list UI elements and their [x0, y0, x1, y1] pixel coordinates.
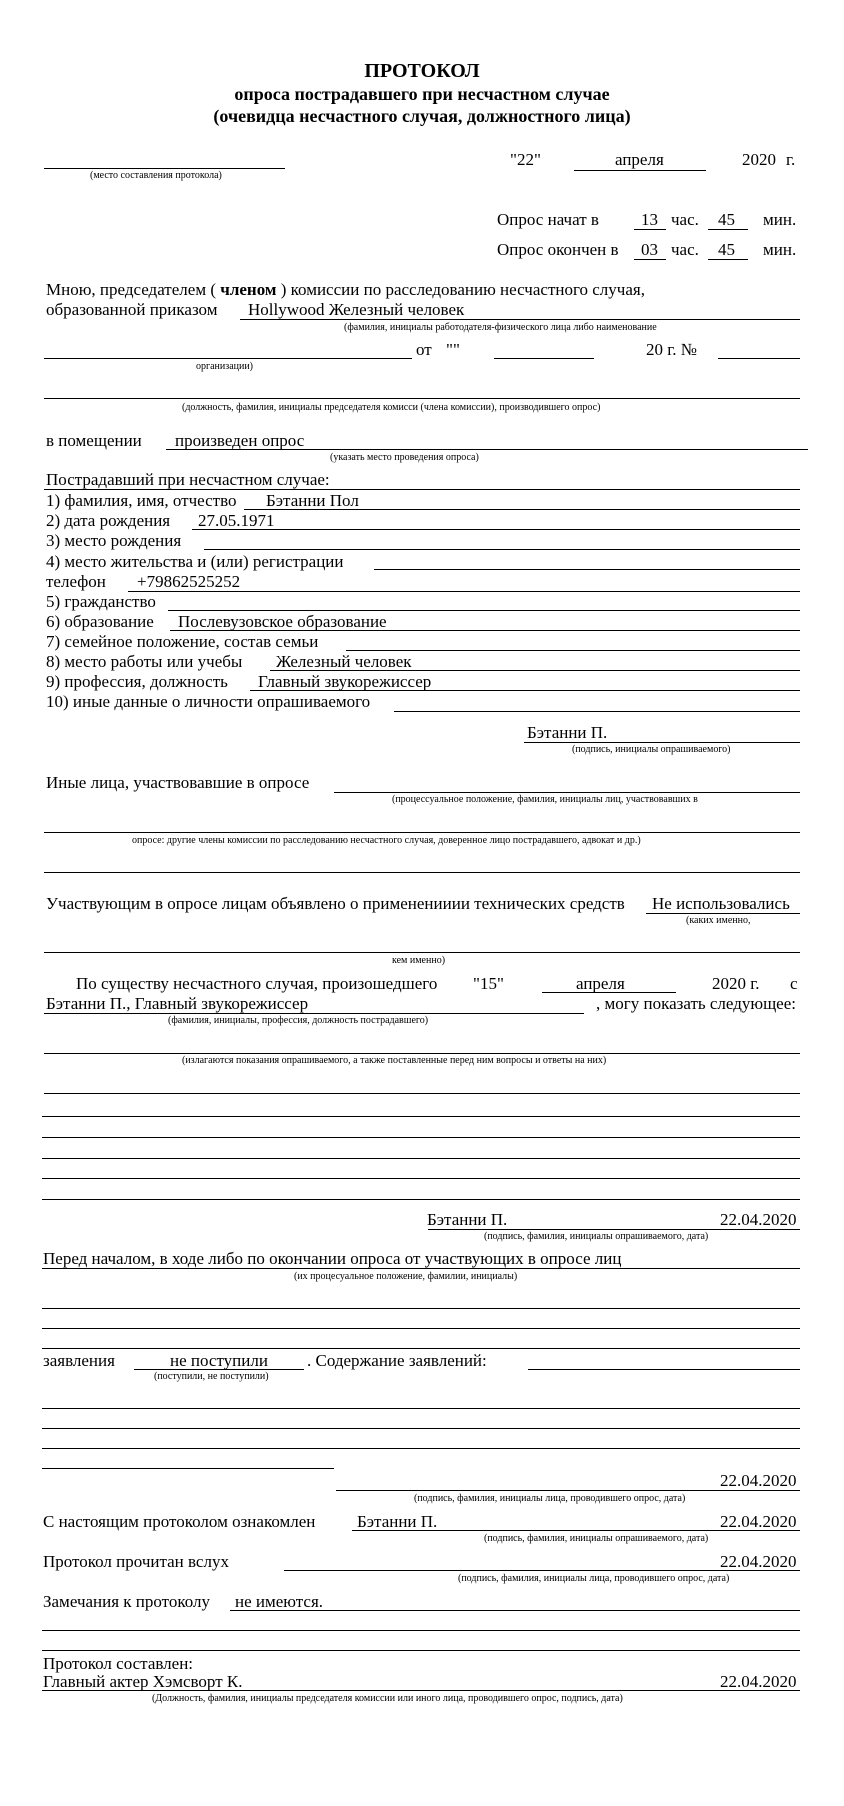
document-subtitle-1: опроса пострадавшего при несчастном случае: [234, 84, 610, 104]
testimony-line-4[interactable]: [42, 1158, 800, 1159]
premises-value: произведен опрос: [175, 431, 305, 450]
order-month-line: [494, 358, 594, 359]
statements-content-line-3[interactable]: [42, 1448, 800, 1449]
chair-line: [44, 398, 800, 399]
document-subtitle-2: (очевидца несчастного случая, должностного лица): [213, 106, 631, 126]
date-month-line: [574, 170, 706, 171]
tech-line-2: [44, 952, 800, 953]
others-label: Иные лица, участвовавшие в опросе: [46, 773, 310, 792]
statements-value: не поступили: [170, 1351, 268, 1370]
order-label: образованной приказом: [46, 300, 218, 319]
interview-start-min: 45: [718, 210, 735, 229]
statements-label: Перед началом, в ходе либо по окончании опроса от участвующих в опросе лиц: [43, 1249, 622, 1268]
statements-line-2[interactable]: [42, 1328, 800, 1329]
read-aloud-label: Протокол прочитан вслух: [43, 1552, 229, 1571]
testimony-sign-caption: (подпись, фамилия, инициалы опрашиваемого, дата): [484, 1231, 709, 1242]
interview-end-hour: 03: [641, 240, 658, 259]
others-line-2: [44, 832, 800, 833]
victim-family-label: 7) семейное положение, состав семьи: [46, 632, 319, 651]
testimony-sign-date: 22.04.2020: [720, 1210, 797, 1229]
organization-line: [44, 358, 412, 359]
victim-citizenship-label: 5) гражданство: [46, 592, 156, 611]
victim-other-line: [394, 711, 800, 712]
order-quotes: "": [446, 340, 460, 359]
remarks-line-3[interactable]: [42, 1650, 800, 1651]
statements-content-line-1[interactable]: [42, 1408, 800, 1409]
victim-birthplace-line: [204, 549, 800, 550]
compiled-name: Главный актер Хэмсворт К.: [43, 1672, 243, 1691]
testimony-caption: (излагаются показания опрашиваемого, а также поставленные перед ним вопросы и ответы на них): [182, 1055, 607, 1066]
testimony-line-2[interactable]: [42, 1116, 800, 1117]
statements-content-line[interactable]: [528, 1369, 800, 1370]
victim-signature-caption: (подпись, инициалы опрашиваемого): [572, 744, 731, 755]
essence-year: 2020 г.: [712, 974, 760, 993]
statements-word: заявления: [43, 1351, 115, 1370]
min-label-start: мин.: [763, 210, 797, 229]
compiled-caption: (Должность, фамилия, инициалы председателя комиссии или иного лица, проводившего опрос, подпись, дата): [152, 1693, 623, 1704]
victim-family-line: [346, 650, 800, 651]
compiled-date: 22.04.2020: [720, 1672, 797, 1691]
statements-content-label: . Содержание заявлений:: [307, 1351, 487, 1370]
read-aloud-caption: (подпись, фамилия, инициалы лица, проводившего опрос, дата): [458, 1573, 730, 1584]
interview-end-min: 45: [718, 240, 735, 259]
acquainted-name: Бэтанни П.: [357, 1512, 438, 1531]
victim-heading: Пострадавший при несчастном случае:: [46, 470, 330, 489]
commission-line-1: [46, 280, 645, 300]
victim-birthplace-label: 3) место рождения: [46, 531, 182, 550]
testimony-line-0: [44, 1053, 800, 1054]
essence-month: апреля: [576, 974, 625, 993]
hour-label-start: час.: [671, 210, 699, 229]
essence-c: с: [790, 974, 798, 993]
victim-workplace-label: 8) место работы или учебы: [46, 652, 243, 671]
essence-day: "15": [473, 974, 504, 993]
statements-value-caption: (поступили, не поступили): [154, 1371, 269, 1382]
statements-sign-date: 22.04.2020: [720, 1471, 797, 1490]
essence-can-show: , могу показать следующее:: [596, 994, 796, 1013]
others-line-1: [334, 792, 800, 793]
victim-profession-label: 9) профессия, должность: [46, 672, 228, 691]
employer-caption: (фамилия, инициалы работодателя-физического лица либо наименование: [344, 322, 657, 333]
victim-workplace-value: Железный человек: [276, 652, 412, 671]
victim-residence-label: 4) место жительства и (или) регистрации: [46, 552, 344, 571]
order-year-no: 20 г. №: [646, 340, 698, 359]
remarks-label: Замечания к протоколу: [43, 1592, 211, 1611]
read-aloud-date: 22.04.2020: [720, 1552, 797, 1571]
victim-signature: Бэтанни П.: [527, 723, 608, 742]
place-caption: (место составления протокола): [90, 170, 222, 181]
victim-profession-value: Главный звукорежиссер: [258, 672, 432, 691]
order-from-label: от: [416, 340, 432, 359]
acquainted-caption: (подпись, фамилия, инициалы опрашиваемого, дата): [484, 1533, 709, 1544]
victim-education-value: Послевузовское образование: [178, 612, 387, 631]
premises-label: в помещении: [46, 431, 142, 450]
date-month: апреля: [615, 150, 664, 169]
testimony-sign-name: Бэтанни П.: [427, 1210, 508, 1229]
place-line[interactable]: [44, 168, 285, 169]
organization-caption: организации): [196, 361, 254, 372]
commission-line-1a: Мною, председателем (: [46, 280, 216, 299]
date-year-suffix: г.: [786, 150, 796, 169]
premises-caption: (указать место проведения опроса): [330, 452, 479, 463]
victim-residence-line: [374, 569, 800, 570]
testimony-line-1[interactable]: [44, 1093, 800, 1094]
statements-content-line-4[interactable]: [42, 1468, 334, 1469]
commission-role: членом: [220, 280, 277, 299]
victim-citizenship-line: [168, 610, 800, 611]
victim-fio-label: 1) фамилия, имя, отчество: [46, 491, 237, 510]
statements-sign-caption: (подпись, фамилия, инициалы лица, проводившего опрос, дата): [414, 1493, 686, 1504]
victim-other-label: 10) иные данные о личности опрашиваемого: [46, 692, 371, 711]
victim-birthdate-value: 27.05.1971: [198, 511, 275, 530]
employer-name: Hollywood Железный человек: [248, 300, 465, 319]
tech-caption: (каких именно,: [686, 915, 751, 926]
essence-person: Бэтанни П., Главный звукорежиссер: [46, 994, 309, 1013]
interview-start-label: Опрос начат в: [497, 210, 599, 229]
victim-education-label: 6) образование: [46, 612, 154, 631]
others-caption-2: опросе: другие члены комиссии по расследованию несчастного случая, доверенное лицо пострадавшего, адвокат и др.): [132, 835, 641, 846]
compiled-label: Протокол составлен:: [43, 1654, 194, 1673]
testimony-line-5[interactable]: [42, 1178, 800, 1179]
essence-person-caption: (фамилия, инициалы, профессия, должность пострадавшего): [168, 1015, 429, 1026]
victim-fio-value: Бэтанни Пол: [266, 491, 359, 510]
tech-caption-2: кем именно): [392, 955, 446, 966]
acquainted-label: С настоящим протоколом ознакомлен: [43, 1512, 316, 1531]
order-number-line: [718, 358, 800, 359]
chair-caption: (должность, фамилия, инициалы председателя комисси (члена комиссии), производившего опрос): [182, 402, 601, 413]
statements-line-1[interactable]: [42, 1308, 800, 1309]
essence-intro: По существу несчастного случая, произошедшего: [76, 974, 438, 993]
tech-value: Не использовались: [652, 894, 790, 913]
interview-start-hour: 13: [641, 210, 658, 229]
hour-label-end: час.: [671, 240, 699, 259]
min-label-end: мин.: [763, 240, 797, 259]
date-day: "22": [510, 150, 541, 169]
interview-end-label: Опрос окончен в: [497, 240, 619, 259]
testimony-line-6[interactable]: [42, 1199, 800, 1200]
statements-line-3[interactable]: [42, 1348, 800, 1349]
victim-birthdate-line: [192, 529, 800, 530]
date-year: 2020: [742, 150, 776, 169]
victim-phone-value: +79862525252: [137, 572, 241, 591]
remarks-value: не имеются.: [235, 1592, 324, 1611]
victim-birthdate-label: 2) дата рождения: [46, 511, 171, 530]
document-title: ПРОТОКОЛ: [364, 60, 480, 82]
commission-line-1b: ) комиссии по расследованию несчастного случая,: [280, 280, 645, 299]
victim-phone-label: телефон: [46, 572, 106, 591]
statements-content-line-2[interactable]: [42, 1428, 800, 1429]
others-line-3: [44, 872, 800, 873]
remarks-line-2[interactable]: [42, 1630, 800, 1631]
testimony-line-3[interactable]: [42, 1137, 800, 1138]
statements-caption: (их процесуальное положение, фамилии, инициалы): [294, 1271, 518, 1282]
others-caption-1: (процессуальное положение, фамилия, инициалы лиц, участвовавших в: [392, 794, 698, 805]
victim-heading-line: [44, 489, 800, 490]
acquainted-date: 22.04.2020: [720, 1512, 797, 1531]
tech-label: Участвующим в опросе лицам объявлено о примененииии технических средств: [46, 894, 625, 913]
